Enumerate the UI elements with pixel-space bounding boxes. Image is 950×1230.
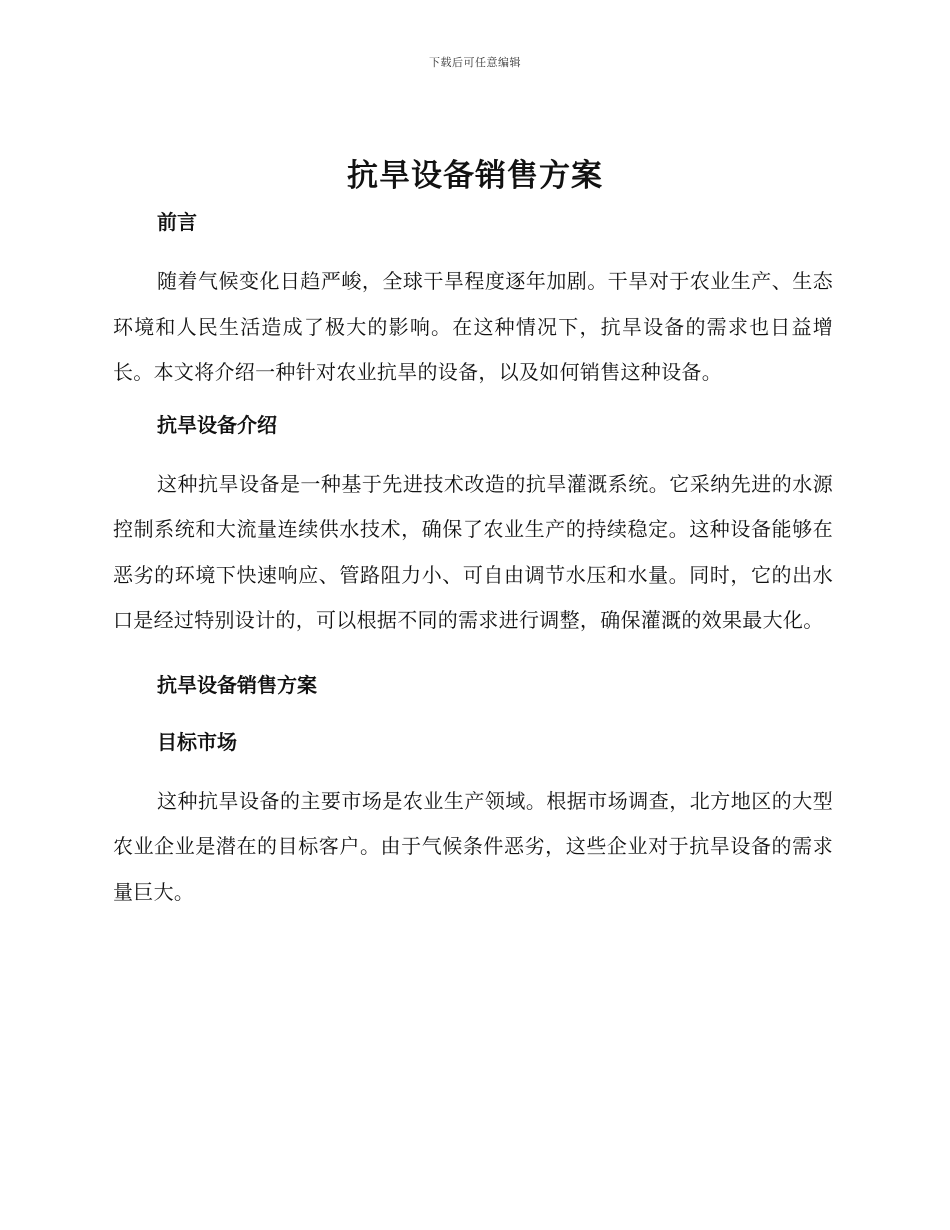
document-body xyxy=(113,205,833,915)
section-paragraph-target-market: 这种抗旱设备的主要市场是农业生产领域。根据市场调查，北方地区的大型农业企业是潜在的目标客户。由于气候条件恶劣，这些企业对于抗旱设备的需求量巨大。 xyxy=(113,788,833,904)
section-heading-target-market: 目标市场 xyxy=(157,729,237,754)
document-title: 抗旱设备销售方案 xyxy=(347,158,603,194)
section-heading-sales-plan: 抗旱设备销售方案 xyxy=(157,672,317,697)
section-heading-preface: 前言 xyxy=(157,210,197,234)
page-header-note: 下载后可任意编辑 xyxy=(429,56,521,69)
section-paragraph-preface: 随着气候变化日趋严峻，全球干旱程度逐年加剧。干旱对于农业生产、生态环境和人民生活造成了极大的影响。在这种情况下，抗旱设备的需求也日益增长。本文将介绍一种针对农业抗旱的设备，以及如何销售这种设备。 xyxy=(113,269,833,384)
section-paragraph-equipment-intro: 这种抗旱设备是一种基于先进技术改造的抗旱灌溉系统。它采纳先进的水源控制系统和大流量连续供水技术，确保了农业生产的持续稳定。这种设备能够在恶劣的环境下快速响应、管路阻力小、可自由调节水压和水量。同时，它的出水口是经过特别设计的，可以根据不同的需求进行调整，确保灌溉的效果最大化。 xyxy=(113,471,833,632)
section-heading-equipment-intro: 抗旱设备介绍 xyxy=(157,412,277,437)
